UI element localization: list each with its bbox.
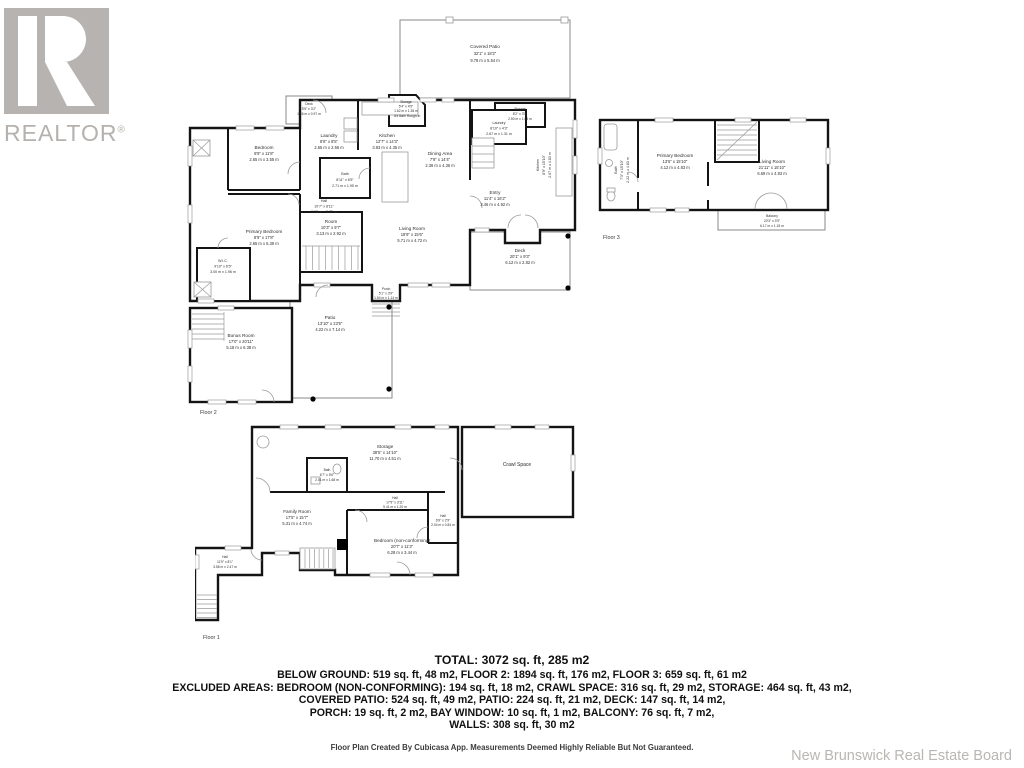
realtor-wordmark bbox=[4, 122, 144, 145]
floor3-balcony-label: Balcony bbox=[766, 214, 778, 218]
floor2-kitchen-ft: 12'7" x 14'3" bbox=[375, 139, 399, 144]
floor2-primary-bedroom-m: 2.65 m x 5.39 m bbox=[249, 241, 279, 246]
floor1-hall-m: 5.41 m x 1.20 m bbox=[383, 505, 407, 509]
floor2-wic-ft: 9'10" x 6'5" bbox=[214, 264, 232, 269]
realtor-logo-icon bbox=[4, 8, 110, 116]
floor2-storage-b-label: Storage bbox=[514, 107, 526, 111]
summary-line-floors: BELOW GROUND: 519 sq. ft, 48 m2, FLOOR 2: 1894 sq. ft, 176 m2, FLOOR 3: 659 sq. ft, 61 m2 bbox=[277, 669, 747, 681]
floor2-patio-label: Patio bbox=[324, 315, 336, 320]
floor2-living-m: 5.71 m x 4.72 m bbox=[397, 238, 427, 243]
floor2-laundry-b-m: 2.67 m x 1.31 m bbox=[486, 132, 512, 136]
floor2-storage-a-ft: 5'4" x 4'5" bbox=[398, 104, 414, 109]
floor2-storage-b-m: 2.50 m x 1.05 m bbox=[508, 117, 532, 121]
floor3-living-m: 6.69 m x 4.83 m bbox=[757, 171, 787, 176]
floor2-bedroom-label: Bedroom bbox=[254, 145, 274, 150]
floor1-storage-ft: 38'5" x 14'10" bbox=[372, 450, 398, 455]
floor2-deck-label: Deck bbox=[514, 248, 526, 253]
floor2-porch-label: Porch bbox=[381, 287, 391, 291]
floor2-covered-patio-m: 9.78 m x 5.54 m bbox=[470, 58, 500, 63]
floor2-laundry-label: Laundry bbox=[320, 133, 338, 138]
floor2-room-m: 3.13 m x 2.92 m bbox=[316, 231, 346, 236]
floor2-bonus-room-walls bbox=[190, 308, 292, 402]
floor1-hall-small-m: 2.04 m x 0.84 m bbox=[431, 523, 455, 527]
floor2-plan bbox=[178, 0, 578, 418]
floor2-entry-stairs-icon bbox=[472, 138, 494, 168]
disclaimer-text: Floor Plan Created By Cubicasa App. Measurements Deemed Highly Reliable But Not Guaranteed. bbox=[330, 743, 694, 752]
floor1-hall-small-ft: 6'9" x 2'9" bbox=[435, 518, 451, 523]
floor2-room-ft: 10'3" x 9'7" bbox=[320, 225, 342, 230]
floor3-bath-m: 2.22 m x 4.83 m bbox=[626, 157, 630, 183]
floor2-primary-bedroom-label: Primary Bedroom bbox=[245, 229, 283, 234]
floor1-hall-label: Hall bbox=[392, 496, 398, 500]
floor2-kitchen-b-label: Kitchen bbox=[536, 159, 540, 171]
floor2-covered-patio-ft: 32'1" x 18'2" bbox=[473, 51, 497, 56]
floor1-storage-m: 11.70 m x 4.51 m bbox=[369, 456, 401, 461]
floor2-hall-m: 3.23 m x 2.72 m bbox=[311, 210, 337, 214]
floor2-entry-ft: 11'4" x 16'2" bbox=[483, 196, 507, 201]
floor1-hall-small-label: Hall bbox=[440, 514, 446, 518]
floor2-hall-label: Hall bbox=[320, 199, 328, 203]
floor2-deck-ft: 20'1" x 9'3" bbox=[509, 254, 531, 259]
floor2-dining-m: 2.36 m x 4.36 m bbox=[425, 163, 455, 168]
floor1-caption: Floor 1 bbox=[203, 635, 220, 641]
floor2-small-deck-label: Deck bbox=[305, 102, 313, 106]
floor1-center-stairs-icon bbox=[300, 548, 335, 569]
floor2-wic-m: 3.00 m x 1.96 m bbox=[210, 270, 236, 274]
floor3-living-label: Living Room bbox=[758, 159, 786, 164]
floor2-storage-b-ft: 8'2" x 3'5" bbox=[512, 112, 528, 116]
floor1-crawl-label: Crawl Space bbox=[502, 462, 532, 468]
floor1-hall-ft: 17'9" x 3'11" bbox=[386, 500, 404, 505]
floor2-patio-m: 4.22 m x 7.14 m bbox=[315, 327, 345, 332]
floor2-living-label: Living Room bbox=[398, 226, 426, 231]
floor2-deck-m: 6.12 m x 2.82 m bbox=[505, 260, 535, 265]
floor2-entry-label: Entry bbox=[489, 190, 501, 195]
floor2-storage-a-m: 1.62 m x 1.35 m bbox=[394, 109, 418, 113]
floor1-plan bbox=[195, 415, 585, 650]
realtor-logo bbox=[4, 8, 144, 145]
summary-line-porch: PORCH: 19 sq. ft, 2 m2, BAY WINDOW: 10 sq. ft, 1 m2, BALCONY: 76 sq. ft, 7 m2, bbox=[309, 706, 715, 719]
floor3-living-ft: 21'11" x 15'10" bbox=[758, 165, 786, 170]
summary-line-walls: WALLS: 308 sq. ft, 30 m2 bbox=[449, 719, 575, 732]
floor2-bonus-m: 5.18 m x 6.38 m bbox=[226, 345, 256, 350]
floor1-bedroom-nc-label: Bedroom (non-conforming) bbox=[373, 538, 431, 543]
registered-mark: ® bbox=[117, 124, 125, 136]
floor1-hall-bl-m: 3.58 m x 2.47 m bbox=[213, 565, 237, 569]
floor3-balcony-ft: 20'3" x 3'9" bbox=[763, 219, 781, 223]
floor2-kitchen-label: Kitchen bbox=[379, 133, 395, 138]
area-summary bbox=[0, 653, 1024, 732]
floor2-living-ft: 18'9" x 15'6" bbox=[400, 232, 424, 237]
floor1-hall-bl-label: Hall bbox=[222, 555, 228, 559]
floor2-laundry-b-label: Laundry bbox=[492, 121, 506, 125]
floor3-primary-bedroom-m: 4.12 m x 4.83 m bbox=[660, 165, 690, 170]
floor1-family-m: 5.31 m x 4.74 m bbox=[282, 521, 312, 526]
floor2-bath-label: Bath bbox=[341, 172, 349, 176]
floor2-bedroom-m: 2.65 m x 3.55 m bbox=[249, 157, 279, 162]
floor2-kitchen-b-ft: 8'9" x 15'10" bbox=[542, 155, 546, 175]
floor2-bedroom-ft: 8'9" x 11'8" bbox=[254, 151, 274, 156]
floor2-patio-ft: 13'10" x 23'5" bbox=[317, 321, 343, 326]
floor1-water-heater-icon bbox=[257, 436, 269, 448]
floor3-caption: Floor 3 bbox=[603, 235, 620, 241]
floor1-storage-label: Storage bbox=[376, 444, 394, 449]
floor1-crawl-walls bbox=[462, 427, 573, 517]
real-estate-board-text: New Brunswick Real Estate Board bbox=[791, 748, 1012, 764]
floor2-kitchen-m: 3.83 m x 4.35 m bbox=[372, 145, 402, 150]
floor2-storage-a-note: 3/4 Bath Rough-in bbox=[393, 114, 421, 118]
floor2-small-deck-m: 1.66 m x 0.97 m bbox=[297, 112, 321, 116]
floor2-bonus-label: Bonus Room bbox=[227, 333, 255, 338]
floor1-hall-bl-ft: 11'9" x 8'1" bbox=[216, 560, 234, 564]
floor3-bath-label: Bath bbox=[614, 166, 618, 174]
floor2-covered-patio-label: Covered Patio bbox=[470, 44, 500, 49]
floor2-hall-ft: 10'7" x 8'11" bbox=[314, 204, 334, 209]
summary-line-patio: COVERED PATIO: 524 sq. ft, 49 m2, PATIO: 224 sq. ft, 21 m2, DECK: 147 sq. ft, 14 m2, bbox=[298, 694, 726, 707]
floor2-wic-label: W.I.C. bbox=[218, 259, 228, 263]
floor1-bath-m: 2.01 m x 1.68 m bbox=[315, 478, 339, 482]
floor2-laundry-b-ft: 8'10" x 4'3" bbox=[490, 126, 508, 131]
floor2-primary-bedroom-ft: 8'9" x 17'8" bbox=[253, 235, 275, 240]
floor1-bedroom-nc-m: 6.28 m x 3.44 m bbox=[387, 550, 417, 555]
floor1-bath-ft: 6'7" x 5'6" bbox=[319, 473, 335, 477]
floor1-bath-label: Bath bbox=[323, 468, 331, 472]
floor2-porch-ft: 5'1" x 3'9" bbox=[378, 291, 394, 296]
floor1-walls bbox=[195, 427, 458, 620]
floor3-primary-bedroom-ft: 13'6" x 15'10" bbox=[662, 159, 688, 164]
floor3-bath-ft: 7'3" x 15'10" bbox=[620, 160, 624, 180]
floor2-caption: Floor 2 bbox=[200, 410, 217, 416]
floor2-entry-m: 3.46 m x 4.92 m bbox=[480, 202, 510, 207]
floor2-bath-m: 2.71 m x 1.95 m bbox=[332, 184, 358, 188]
floor2-bath-ft: 8'11" x 6'5" bbox=[336, 178, 354, 182]
floor3-plan bbox=[595, 108, 840, 243]
floor2-room-label: Room bbox=[324, 219, 338, 224]
floor1-chimney bbox=[337, 539, 348, 550]
floor2-kitchen-b-m: 2.67 m x 4.83 m bbox=[548, 152, 552, 178]
realtor-wordmark-text: REALTOR bbox=[4, 120, 118, 146]
floor1-family-label: Family Room bbox=[283, 509, 311, 514]
floor2-laundry-ft: 8'8" x 8'5" bbox=[320, 139, 338, 144]
floor1-bedroom-nc-ft: 20'7" x 11'3" bbox=[390, 544, 414, 549]
summary-total: TOTAL: 3072 sq. ft, 285 m2 bbox=[434, 653, 590, 667]
floor3-balcony-m: 6.17 m x 1.15 m bbox=[760, 224, 784, 228]
floor2-laundry-m: 2.65 m x 2.56 m bbox=[314, 145, 344, 150]
floor2-dining-ft: 7'9" x 14'4" bbox=[429, 157, 451, 162]
floor1-family-ft: 17'5" x 15'7" bbox=[285, 515, 309, 520]
floor2-storage-a-label: Storage bbox=[400, 100, 412, 104]
floor2-dining-label: Dining Area bbox=[427, 151, 453, 156]
floor2-porch-m: 1.54 m x 1.14 m bbox=[374, 296, 398, 300]
floor2-small-deck-ft: 5'5" x 3'2" bbox=[301, 107, 317, 111]
floor3-primary-bedroom-label: Primary Bedroom bbox=[656, 153, 694, 158]
floor2-bonus-ft: 17'0" x 20'11" bbox=[228, 339, 254, 344]
summary-line-excluded: EXCLUDED AREAS: BEDROOM (NON-CONFORMING): 194 sq. ft, 18 m2, CRAWL SPACE: 316 sq. ft, 29 m2, STORAGE: 464 sq. ft, 43 m2, bbox=[172, 681, 852, 694]
